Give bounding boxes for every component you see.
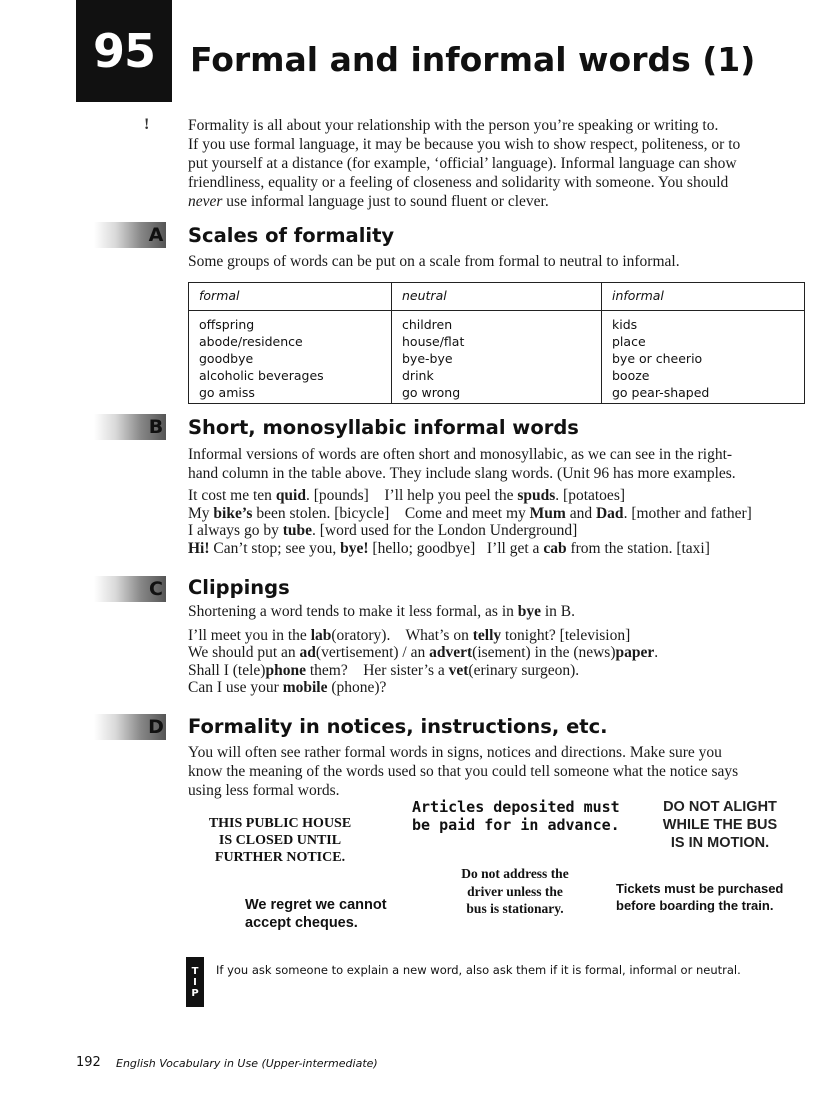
section-b-intro-line: Informal versions of words are often short and monosyllabic, as we can see in the right- — [188, 446, 733, 463]
intro-paragraph — [188, 116, 788, 211]
tip-letter: I — [193, 976, 197, 988]
intro-emphasis: never — [188, 193, 223, 210]
section-a-letter: A — [148, 224, 164, 246]
notice-line: FURTHER NOTICE. — [214, 850, 346, 865]
section-b-title: Short, monosyllabic informal words — [188, 416, 579, 439]
tip-letter: P — [191, 987, 199, 999]
notice-line: DO NOT ALIGHT — [663, 799, 777, 815]
table-cell: go wrong — [402, 385, 461, 400]
notice-line: be paid for in advance. — [412, 816, 620, 834]
section-c-intro: Shortening a word tends to make it less formal, as in bye in B. — [188, 603, 576, 620]
notice-line: IS CLOSED UNTIL — [218, 833, 342, 848]
table-cell: bye-bye — [402, 351, 453, 366]
example-line: I’ll meet you in the lab(oratory). What’s on telly tonight? [television] — [188, 626, 631, 644]
table-cell: booze — [612, 368, 650, 383]
table-cell: place — [612, 334, 646, 349]
intro-line: If you use formal language, it may be because you wish to show respect, politeness, or to — [188, 136, 741, 153]
notice-public-house — [200, 815, 360, 866]
notice-line: driver unless the — [467, 883, 563, 899]
example-line: It cost me ten quid. [pounds] I’ll help you peel the spuds. [potatoes] — [188, 487, 626, 504]
section-b-intro-line: hand column in the table above. They include slang words. (Unit 96 has more examples. — [188, 465, 736, 482]
table-cell: go pear-shaped — [612, 385, 710, 400]
section-d-title: Formality in notices, instructions, etc. — [188, 715, 608, 738]
notice-line: accept cheques. — [245, 915, 358, 931]
section-c-title: Clippings — [188, 576, 290, 599]
exclamation-icon: ! — [144, 116, 150, 133]
notice-line: IS IN MOTION. — [670, 835, 770, 851]
notice-line: Do not address the — [461, 866, 569, 881]
section-b-intro — [188, 445, 798, 483]
table-cell: go amiss — [199, 385, 255, 400]
notice-cheques — [245, 896, 387, 932]
intro-line: put yourself at a distance (for example, ‘official’ language). Informal language can show — [188, 155, 737, 172]
notice-tickets — [616, 880, 783, 914]
section-a-title: Scales of formality — [188, 224, 395, 247]
section-b-examples — [188, 487, 752, 557]
section-a-intro: Some groups of words can be put on a scale from formal to neutral to informal. — [188, 253, 680, 270]
example-line: Can I use your mobile (phone)? — [188, 679, 387, 696]
table-header-formal: formal — [189, 283, 392, 311]
table-column-neutral — [392, 311, 602, 404]
section-d-intro-line: You will often see rather formal words in signs, notices and directions. Make sure you — [188, 744, 722, 761]
example-line: Hi! Can’t stop; see you, bye! [hello; goodbye] I’ll get a cab from the station. [taxi] — [188, 539, 710, 557]
unit-number-box — [76, 0, 172, 102]
notice-alight — [650, 798, 790, 852]
notice-line: WHILE THE BUS — [662, 817, 778, 833]
table-column-formal — [189, 311, 392, 404]
table-cell: kids — [612, 317, 638, 332]
table-column-informal — [602, 311, 805, 404]
book-title: English Vocabulary in Use (Upper-intermediate) — [116, 1057, 378, 1070]
notice-line: before boarding the train. — [616, 898, 774, 913]
formality-table — [188, 282, 805, 404]
table-header-informal: informal — [602, 283, 805, 311]
intro-line: friendliness, equality or a feeling of closeness and solidarity with someone. You should — [188, 174, 729, 191]
notice-line: We regret we cannot — [245, 897, 387, 913]
example-line: Shall I (tele)phone them? Her sister’s a vet(erinary surgeon). — [188, 661, 580, 679]
section-c-letter: C — [149, 578, 163, 600]
table-cell: house/flat — [402, 334, 465, 349]
notice-line: Tickets must be purchased — [616, 881, 784, 896]
page-number: 192 — [76, 1055, 101, 1070]
section-d-intro-line: know the meaning of the words used so that you could tell someone what the notice says — [188, 763, 739, 780]
intro-line: Formality is all about your relationship with the person you’re speaking or writing to. — [188, 117, 719, 134]
table-cell: abode/residence — [199, 334, 303, 349]
intro-line: never use informal language just to sound fluent or clever. — [188, 193, 549, 210]
table-cell: alcoholic beverages — [199, 368, 324, 383]
tip-text: If you ask someone to explain a new word, also ask them if it is formal, informal or neutral. — [216, 963, 741, 977]
section-b-letter: B — [148, 416, 164, 438]
table-cell: offspring — [199, 317, 255, 332]
notice-articles — [412, 798, 620, 834]
table-cell: goodbye — [199, 351, 254, 366]
notice-line: bus is stationary. — [466, 901, 564, 916]
table-cell: children — [402, 317, 453, 332]
example-line: We should put an ad(vertisement) / an advert(isement) in the (news)paper. — [188, 644, 659, 661]
section-c-body — [188, 603, 658, 697]
notice-line: THIS PUBLIC HOUSE — [208, 816, 352, 831]
section-d-letter: D — [148, 716, 164, 738]
example-line: My bike’s been stolen. [bicycle] Come and meet my Mum and Dad. [mother and father] — [188, 504, 752, 522]
notice-driver — [450, 865, 580, 918]
section-d-intro — [188, 743, 798, 800]
unit-number: 95 — [92, 24, 155, 78]
tip-label — [186, 957, 204, 1007]
table-cell: bye or cheerio — [612, 351, 703, 366]
section-d-intro-line: using less formal words. — [188, 782, 340, 799]
example-line: I always go by tube. [word used for the London Underground] — [188, 522, 578, 539]
notice-line: Articles deposited must — [412, 798, 620, 816]
table-cell: drink — [402, 368, 434, 383]
table-header-neutral: neutral — [392, 283, 602, 311]
tip-letter: T — [191, 965, 199, 977]
page-title: Formal and informal words (1) — [190, 40, 756, 79]
